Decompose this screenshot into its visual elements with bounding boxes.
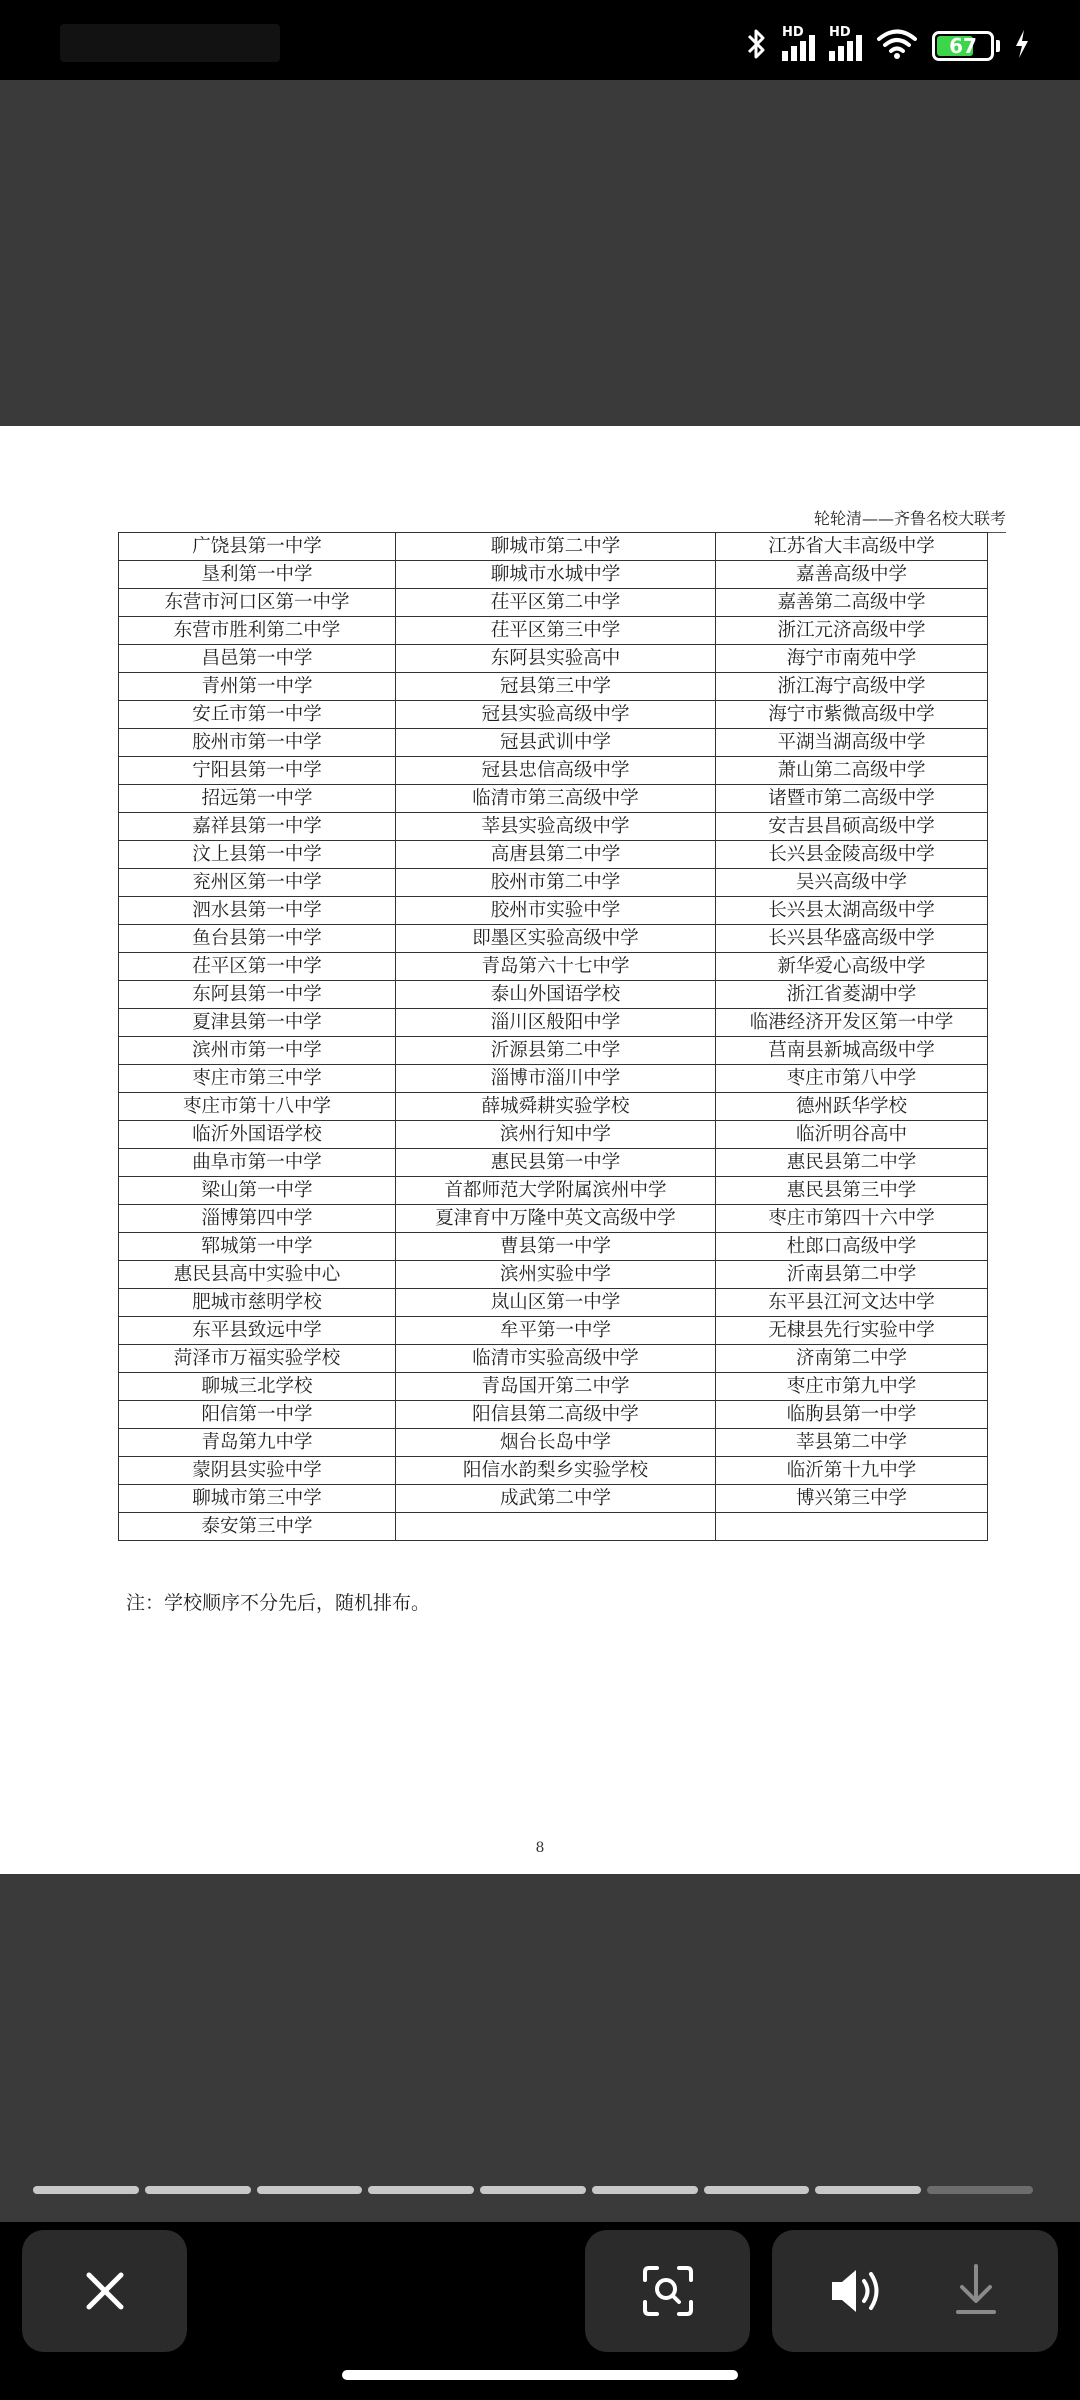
table-cell: 东阿县实验高中 [396, 645, 716, 673]
table-row [119, 617, 988, 645]
table-cell: 冠县忠信高级中学 [396, 757, 716, 785]
table-cell: 江苏省大丰高级中学 [716, 533, 988, 561]
table-row [119, 1289, 988, 1317]
table-row [119, 589, 988, 617]
table-cell: 济南第二中学 [716, 1345, 988, 1373]
table-row [119, 701, 988, 729]
table-cell: 临清市实验高级中学 [396, 1345, 716, 1373]
table-cell: 莘县实验高级中学 [396, 813, 716, 841]
table-cell: 临清市第三高级中学 [396, 785, 716, 813]
table-cell: 青岛第九中学 [119, 1429, 396, 1457]
progress-segment [592, 2186, 698, 2194]
table-cell: 淄博市淄川中学 [396, 1065, 716, 1093]
table-row [119, 869, 988, 897]
media-controls [772, 2230, 1058, 2352]
table-cell: 惠民县高中实验中心 [119, 1261, 396, 1289]
table-row [119, 1429, 988, 1457]
table-cell: 惠民县第三中学 [716, 1177, 988, 1205]
table-cell: 青岛第六十七中学 [396, 953, 716, 981]
table-row [119, 757, 988, 785]
table-cell: 东营市河口区第一中学 [119, 589, 396, 617]
table-row [119, 1205, 988, 1233]
battery-icon [932, 31, 1000, 61]
table-cell: 胶州市第二中学 [396, 869, 716, 897]
table-cell: 胶州市第一中学 [119, 729, 396, 757]
progress-segment [368, 2186, 474, 2194]
table-cell: 宁阳县第一中学 [119, 757, 396, 785]
table-cell: 薛城舜耕实验学校 [396, 1093, 716, 1121]
table-cell: 茌平区第二中学 [396, 589, 716, 617]
table-cell: 烟台长岛中学 [396, 1429, 716, 1457]
table-row [119, 533, 988, 561]
table-cell: 泰安第三中学 [119, 1513, 396, 1541]
table-cell: 惠民县第一中学 [396, 1149, 716, 1177]
table-cell: 胶州市实验中学 [396, 897, 716, 925]
table-row [119, 1093, 988, 1121]
close-icon [83, 2269, 127, 2313]
table-row [119, 1177, 988, 1205]
table-cell: 阳信第一中学 [119, 1401, 396, 1429]
table-row [119, 785, 988, 813]
table-row [119, 1149, 988, 1177]
table-cell: 即墨区实验高级中学 [396, 925, 716, 953]
table-cell: 东平县江河文达中学 [716, 1289, 988, 1317]
table-row [119, 953, 988, 981]
table-cell: 招远第一中学 [119, 785, 396, 813]
wifi-icon [876, 28, 918, 64]
table-cell: 广饶县第一中学 [119, 533, 396, 561]
table-cell: 东营市胜利第二中学 [119, 617, 396, 645]
table-cell: 聊城市水城中学 [396, 561, 716, 589]
table-cell: 郓城第一中学 [119, 1233, 396, 1261]
table-cell: 安吉县昌硕高级中学 [716, 813, 988, 841]
table-cell: 博兴第三中学 [716, 1485, 988, 1513]
table-cell: 枣庄市第八中学 [716, 1065, 988, 1093]
volume-button[interactable] [828, 2264, 886, 2322]
table-cell: 垦利第一中学 [119, 561, 396, 589]
table-cell: 曹县第一中学 [396, 1233, 716, 1261]
status-bar [0, 0, 1080, 80]
table-row [119, 561, 988, 589]
scan-button[interactable] [585, 2230, 750, 2352]
progress-segment [145, 2186, 251, 2194]
close-button[interactable] [22, 2230, 187, 2352]
table-cell: 东阿县第一中学 [119, 981, 396, 1009]
table-cell: 长兴县太湖高级中学 [716, 897, 988, 925]
table-cell: 嘉善第二高级中学 [716, 589, 988, 617]
table-cell: 蒙阴县实验中学 [119, 1457, 396, 1485]
status-icons [746, 26, 1030, 66]
table-row [119, 897, 988, 925]
table-row [119, 729, 988, 757]
charging-icon [1014, 29, 1030, 63]
progress-segment [815, 2186, 921, 2194]
table-cell: 安丘市第一中学 [119, 701, 396, 729]
table-cell: 沂南县第二中学 [716, 1261, 988, 1289]
document-page[interactable] [0, 426, 1080, 1874]
table-row [119, 1317, 988, 1345]
table-cell: 牟平第一中学 [396, 1317, 716, 1345]
signal-1-icon [782, 25, 815, 61]
table-cell: 青州第一中学 [119, 673, 396, 701]
table-cell: 滨州市第一中学 [119, 1037, 396, 1065]
table-cell [716, 1513, 988, 1541]
table-cell: 茌平区第一中学 [119, 953, 396, 981]
table-cell: 梁山第一中学 [119, 1177, 396, 1205]
table-cell: 枣庄市第十八中学 [119, 1093, 396, 1121]
story-progress-bar [33, 2186, 1033, 2194]
table-cell: 平湖当湖高级中学 [716, 729, 988, 757]
table-row [119, 673, 988, 701]
table-cell: 萧山第二高级中学 [716, 757, 988, 785]
table-cell: 淄博第四中学 [119, 1205, 396, 1233]
table-cell: 嘉善高级中学 [716, 561, 988, 589]
table-cell: 青岛国开第二中学 [396, 1373, 716, 1401]
table-cell: 临朐县第一中学 [716, 1401, 988, 1429]
table-cell: 吴兴高级中学 [716, 869, 988, 897]
document-header: 轮轮清——齐鲁名校大联考 [726, 506, 1006, 533]
table-cell: 昌邑第一中学 [119, 645, 396, 673]
table-cell: 临沂明谷高中 [716, 1121, 988, 1149]
table-cell: 菏泽市万福实验学校 [119, 1345, 396, 1373]
table-cell: 曲阜市第一中学 [119, 1149, 396, 1177]
table-cell: 临沂第十九中学 [716, 1457, 988, 1485]
table-cell: 枣庄市第九中学 [716, 1373, 988, 1401]
hd-label: HD [782, 25, 804, 40]
table-cell: 汶上县第一中学 [119, 841, 396, 869]
table-row [119, 1009, 988, 1037]
table-row [119, 1037, 988, 1065]
document-note: 注：学校顺序不分先后，随机排布。 [126, 1592, 431, 1614]
table-row [119, 841, 988, 869]
table-row [119, 1373, 988, 1401]
table-cell: 泰山外国语学校 [396, 981, 716, 1009]
home-indicator[interactable] [342, 2370, 738, 2380]
table-cell: 聊城三北学校 [119, 1373, 396, 1401]
table-cell: 浙江省菱湖中学 [716, 981, 988, 1009]
table-cell: 高唐县第二中学 [396, 841, 716, 869]
table-cell: 泗水县第一中学 [119, 897, 396, 925]
download-icon [952, 2262, 1000, 2318]
table-cell: 夏津育中万隆中英文高级中学 [396, 1205, 716, 1233]
table-cell: 沂源县第二中学 [396, 1037, 716, 1065]
table-cell: 莒南县新城高级中学 [716, 1037, 988, 1065]
page-number: 8 [535, 1840, 545, 1856]
bluetooth-icon [746, 27, 768, 65]
table-cell: 聊城市第二中学 [396, 533, 716, 561]
battery-level: 67 [949, 34, 977, 58]
table-cell: 冠县武训中学 [396, 729, 716, 757]
table-cell: 茌平区第三中学 [396, 617, 716, 645]
table-row [119, 645, 988, 673]
table-cell: 阳信县第二高级中学 [396, 1401, 716, 1429]
table-cell: 冠县实验高级中学 [396, 701, 716, 729]
table-cell: 滨州行知中学 [396, 1121, 716, 1149]
table-cell: 兖州区第一中学 [119, 869, 396, 897]
table-cell: 滨州实验中学 [396, 1261, 716, 1289]
table-row [119, 925, 988, 953]
table-cell: 临港经济开发区第一中学 [716, 1009, 988, 1037]
signal-2-icon [829, 25, 862, 61]
table-cell: 海宁市紫微高级中学 [716, 701, 988, 729]
table-row [119, 813, 988, 841]
table-row [119, 1345, 988, 1373]
table-cell: 阳信水韵梨乡实验学校 [396, 1457, 716, 1485]
table-cell: 聊城市第三中学 [119, 1485, 396, 1513]
table-row [119, 1485, 988, 1513]
table-cell: 东平县致远中学 [119, 1317, 396, 1345]
table-row [119, 1457, 988, 1485]
progress-segment [257, 2186, 363, 2194]
table-cell: 岚山区第一中学 [396, 1289, 716, 1317]
table-cell: 惠民县第二中学 [716, 1149, 988, 1177]
table-cell: 枣庄市第四十六中学 [716, 1205, 988, 1233]
table-cell: 海宁市南苑中学 [716, 645, 988, 673]
table-cell: 夏津县第一中学 [119, 1009, 396, 1037]
table-cell: 淄川区般阳中学 [396, 1009, 716, 1037]
progress-segment [33, 2186, 139, 2194]
table-cell [396, 1513, 716, 1541]
table-cell: 枣庄市第三中学 [119, 1065, 396, 1093]
status-bar-left-area [60, 24, 280, 62]
table-cell: 浙江海宁高级中学 [716, 673, 988, 701]
table-cell: 鱼台县第一中学 [119, 925, 396, 953]
table-cell: 嘉祥县第一中学 [119, 813, 396, 841]
table-cell: 肥城市慈明学校 [119, 1289, 396, 1317]
table-cell: 长兴县金陵高级中学 [716, 841, 988, 869]
table-row [119, 1261, 988, 1289]
hd-label: HD [829, 25, 851, 40]
table-cell: 浙江元济高级中学 [716, 617, 988, 645]
table-row [119, 1233, 988, 1261]
table-row [119, 1121, 988, 1149]
table-cell: 德州跃华学校 [716, 1093, 988, 1121]
progress-segment [480, 2186, 586, 2194]
table-cell: 诸暨市第二高级中学 [716, 785, 988, 813]
table-cell: 首都师范大学附属滨州中学 [396, 1177, 716, 1205]
table-cell: 成武第二中学 [396, 1485, 716, 1513]
table-row [119, 1065, 988, 1093]
table-row [119, 1513, 988, 1541]
table-cell: 长兴县华盛高级中学 [716, 925, 988, 953]
table-row [119, 981, 988, 1009]
table-cell: 临沂外国语学校 [119, 1121, 396, 1149]
progress-segment [704, 2186, 810, 2194]
table-cell: 莘县第二中学 [716, 1429, 988, 1457]
table-cell: 冠县第三中学 [396, 673, 716, 701]
table-cell: 无棣县先行实验中学 [716, 1317, 988, 1345]
download-button[interactable] [952, 2262, 1000, 2322]
progress-segment [927, 2186, 1033, 2194]
table-row [119, 1401, 988, 1429]
table-cell: 新华爱心高级中学 [716, 953, 988, 981]
school-table [118, 532, 988, 1541]
volume-icon [828, 2264, 886, 2318]
table-cell: 杜郎口高级中学 [716, 1233, 988, 1261]
scan-search-icon [641, 2264, 695, 2318]
